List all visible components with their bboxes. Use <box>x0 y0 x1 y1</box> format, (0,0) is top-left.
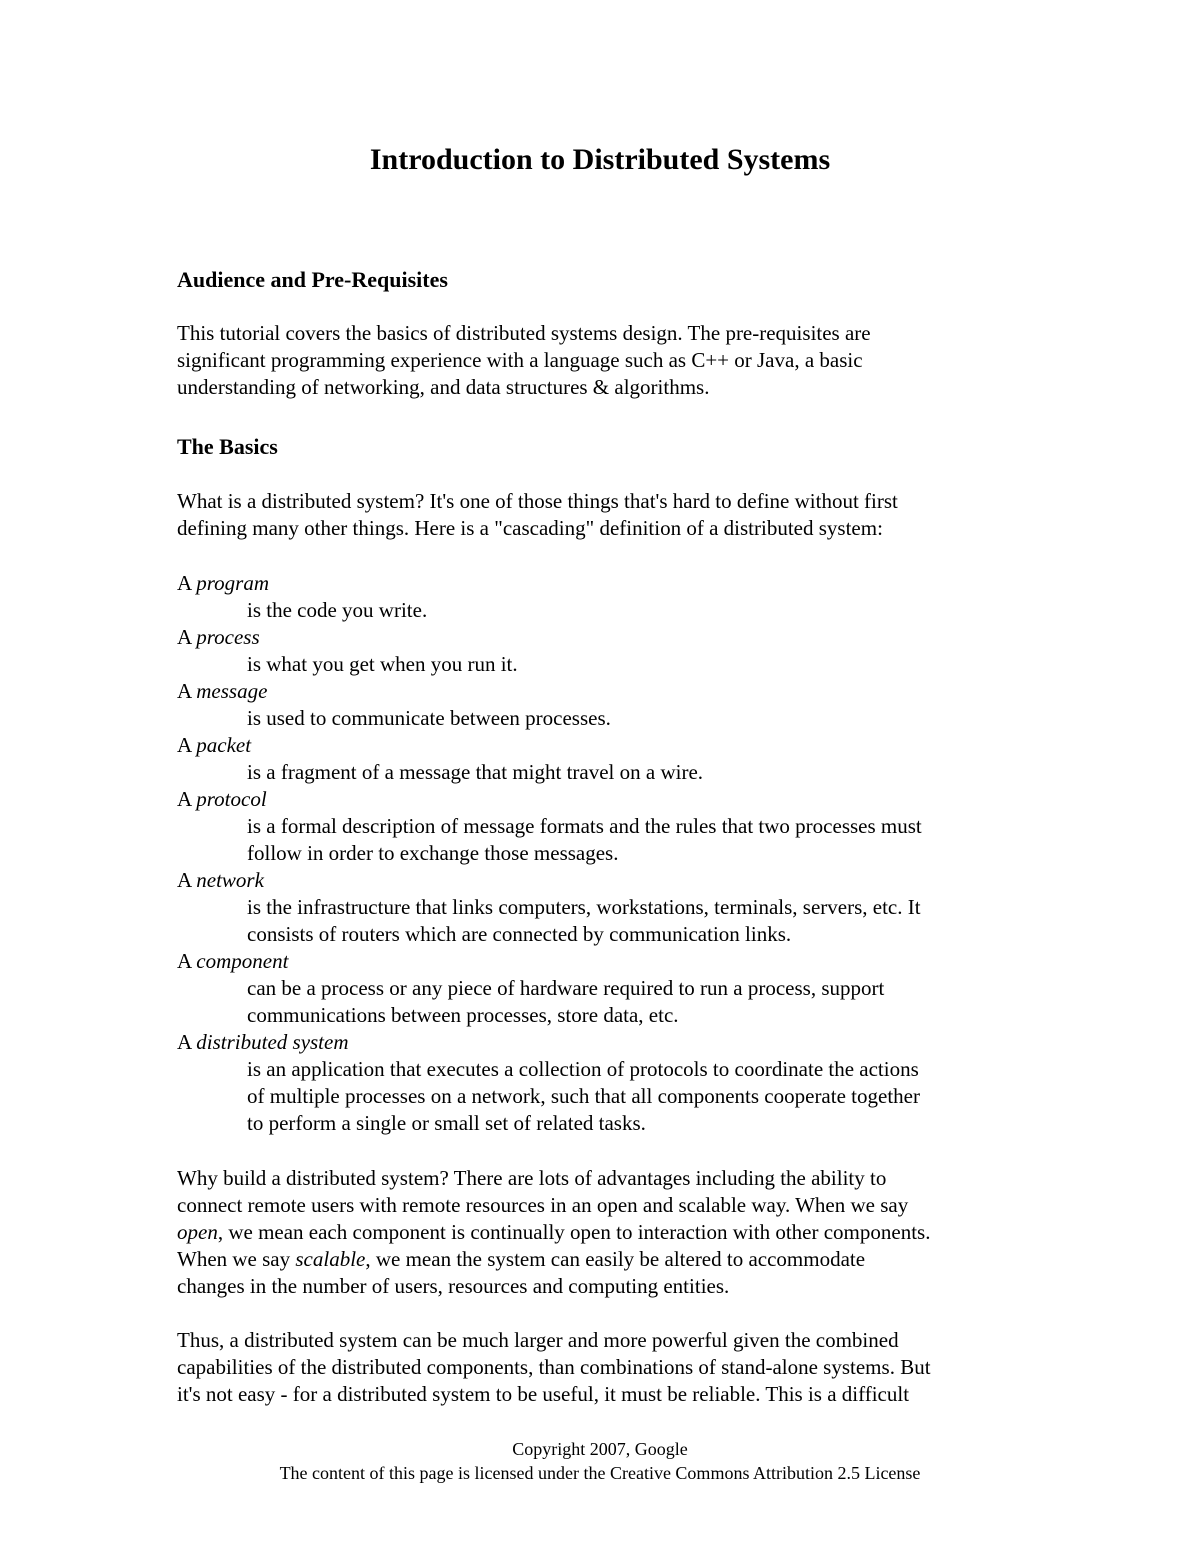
definition-description: is used to communicate between processes. <box>247 706 611 730</box>
definition-list <box>177 570 1037 1137</box>
paragraph-line: When we say scalable, we mean the system can easily be altered to accommodate <box>177 1247 866 1271</box>
footer-license: The content of this page is licensed under the Creative Commons Attribution 2.5 License <box>279 1463 921 1483</box>
definition-description: is a formal description of message formats and the rules that two processes must follow in order to exchange those messages. <box>247 814 922 865</box>
definition-description: is an application that executes a collection of protocols to coordinate the actions of multiple processes on a network, such that all components cooperate together to perform a single or small set of related tasks. <box>247 1057 920 1135</box>
why-paragraph <box>177 1165 1037 1300</box>
definition-description: can be a process or any piece of hardware required to run a process, support communications between processes, store data, etc. <box>247 976 885 1027</box>
paragraph-line: connect remote users with remote resources in an open and scalable way. When we say <box>177 1193 909 1217</box>
section-heading-basics: The Basics <box>177 434 278 459</box>
definition-item <box>177 678 1037 732</box>
paragraph-line: understanding of networking, and data structures & algorithms. <box>177 375 710 399</box>
paragraph-line: What is a distributed system? It's one of those things that's hard to define without first <box>177 489 898 513</box>
definition-item <box>177 1029 1037 1137</box>
paragraph-line: Why build a distributed system? There are lots of advantages including the ability to <box>177 1166 887 1190</box>
footer-copyright: Copyright 2007, Google <box>512 1439 688 1459</box>
paragraph-line: This tutorial covers the basics of distributed systems design. The pre-requisites are <box>177 321 871 345</box>
definition-description: is what you get when you run it. <box>247 652 518 676</box>
definition-description: is a fragment of a message that might travel on a wire. <box>247 760 704 784</box>
paragraph-line: it's not easy - for a distributed system to be useful, it must be reliable. This is a difficult <box>177 1382 910 1406</box>
thus-paragraph <box>177 1327 1037 1408</box>
definition-item <box>177 624 1037 678</box>
definition-term: A packet <box>177 733 252 757</box>
audience-paragraph <box>177 320 1037 401</box>
definition-term: A message <box>177 679 268 703</box>
paragraph-line: Thus, a distributed system can be much larger and more powerful given the combined <box>177 1328 899 1352</box>
definition-term: A program <box>177 571 269 595</box>
definition-description: is the code you write. <box>247 598 428 622</box>
definition-item <box>177 786 1037 867</box>
definition-term: A component <box>177 949 289 973</box>
paragraph-line: significant programming experience with a language such as C++ or Java, a basic <box>177 348 863 372</box>
paragraph-line: changes in the number of users, resources and computing entities. <box>177 1274 730 1298</box>
definition-term: A process <box>177 625 260 649</box>
section-heading-audience: Audience and Pre-Requisites <box>177 267 448 292</box>
definition-term: A distributed system <box>177 1030 349 1054</box>
definition-item <box>177 570 1037 624</box>
paragraph-line: capabilities of the distributed components, than combinations of stand-alone systems. But <box>177 1355 931 1379</box>
definition-item <box>177 948 1037 1029</box>
definition-term: A protocol <box>177 787 267 811</box>
paragraph-line: defining many other things. Here is a "cascading" definition of a distributed system: <box>177 516 883 540</box>
definition-item <box>177 867 1037 948</box>
definition-description: is the infrastructure that links computers, workstations, terminals, servers, etc. It consists of routers which are connected by communication links. <box>247 895 921 946</box>
definition-term: A network <box>177 868 264 892</box>
paragraph-line: open, we mean each component is continually open to interaction with other components. <box>177 1220 931 1244</box>
basics-intro-paragraph <box>177 488 1037 542</box>
definition-item <box>177 732 1037 786</box>
page-title: Introduction to Distributed Systems <box>369 143 831 176</box>
